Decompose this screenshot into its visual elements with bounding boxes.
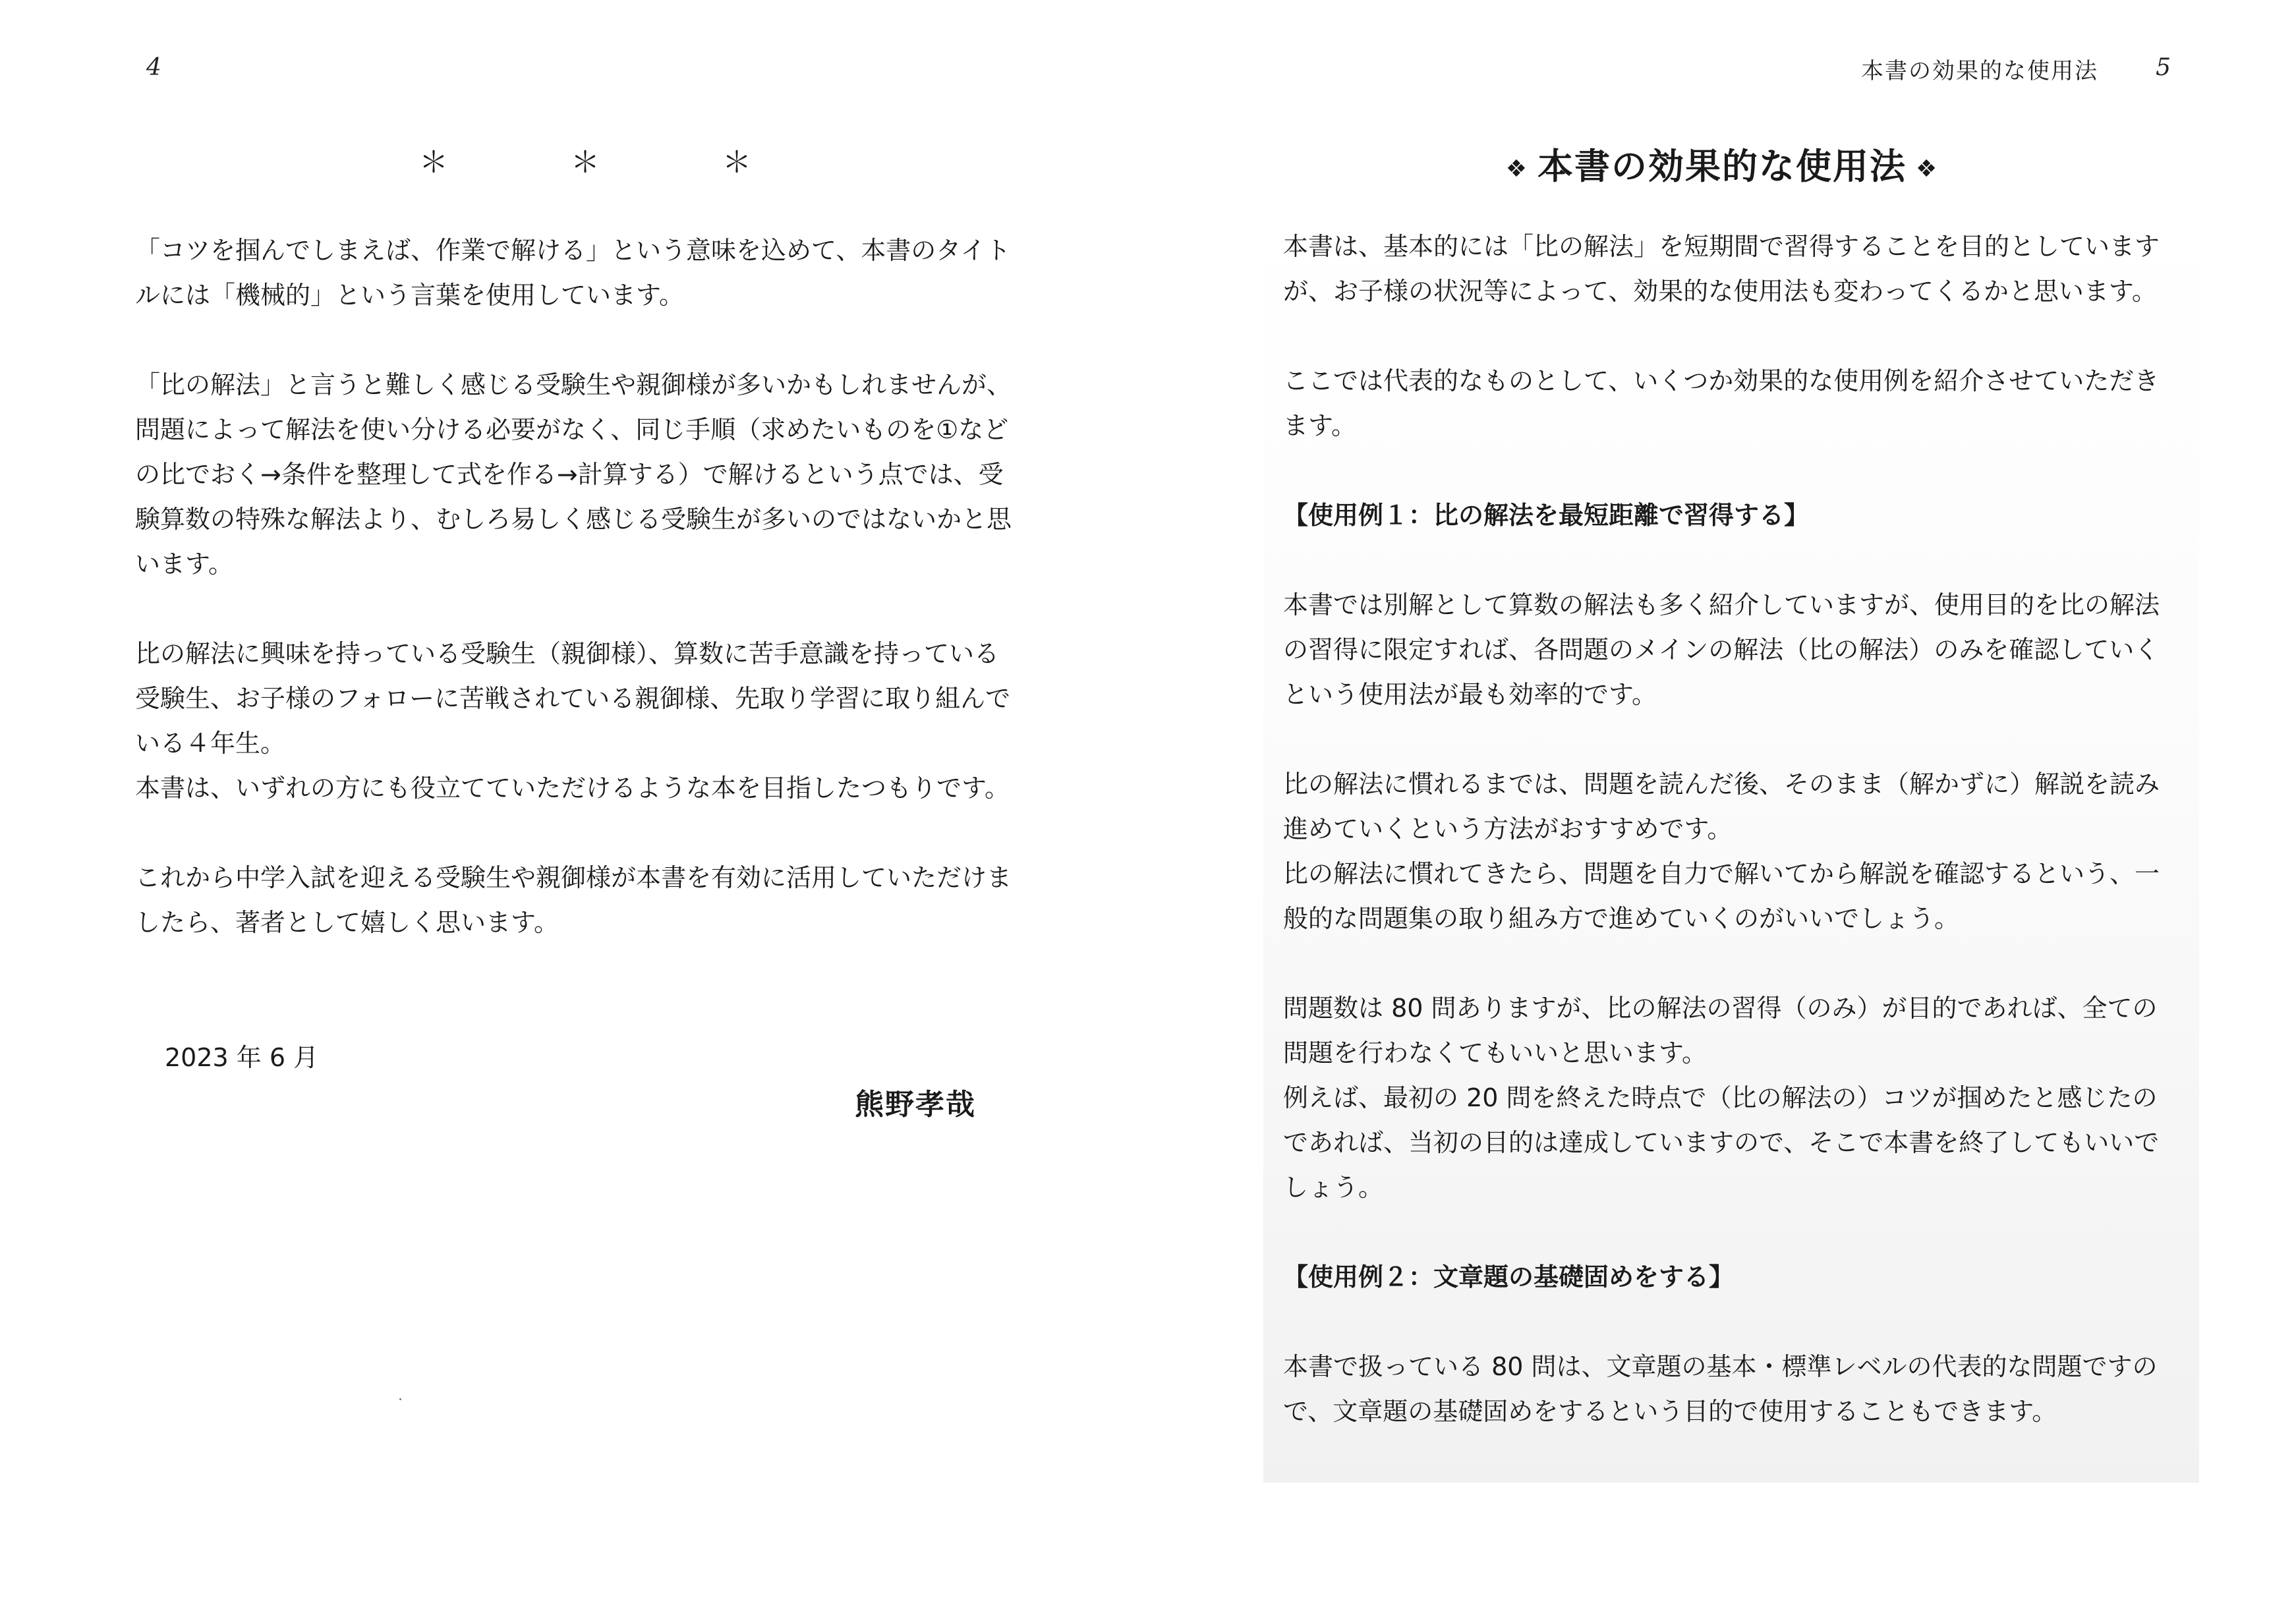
text-line: 問題によって解法を使い分ける必要がなく、同じ手順（求めたいものを①など bbox=[135, 415, 1009, 444]
text-line: 受験生、お子様のフォローに苦戦されている親御様、先取り学習に取り組んで bbox=[135, 684, 1011, 713]
usage-example-heading: 【使用例１：比の解法を最短距離で習得する】 bbox=[1283, 501, 1810, 530]
text-line: という使用法が最も効率的です。 bbox=[1283, 680, 1657, 709]
date: 2023 年 6 月 bbox=[165, 1043, 319, 1072]
text-line: の習得に限定すれば、各問題のメインの解法（比の解法）のみを確認していく bbox=[1283, 635, 2160, 664]
section-title bbox=[1148, 138, 2296, 189]
diamond-ornament-icon: ❖ bbox=[1505, 155, 1528, 183]
left-body-text bbox=[135, 228, 1045, 945]
text-line: が、お子様の状況等によって、効果的な使用法も変わってくるかと思います。 bbox=[1283, 277, 2157, 306]
right-page-number: 5 bbox=[2156, 54, 2171, 81]
speck bbox=[399, 1398, 401, 1400]
text-line: 比の解法に興味を持っている受験生（親御様）、算数に苦手意識を持っている bbox=[135, 639, 1000, 668]
asterisk: ＊ bbox=[571, 146, 600, 179]
section-title-text: 本書の効果的な使用法 bbox=[1537, 146, 1907, 187]
running-header: 本書の効果的な使用法 bbox=[1861, 58, 2098, 84]
text-line: で、文章題の基礎固めをするという目的で使用することもできます。 bbox=[1283, 1397, 2057, 1426]
text-line: 比の解法に慣れてきたら、問題を自力で解いてから解説を確認するという、一 bbox=[1283, 859, 2160, 888]
left-page-number: 4 bbox=[146, 54, 161, 81]
diamond-ornament-icon: ❖ bbox=[1916, 155, 1939, 183]
text-line: 般的な問題集の取り組み方で進めていくのがいいでしょう。 bbox=[1283, 904, 1960, 933]
text-line: ここでは代表的なものとして、いくつか効果的な使用例を紹介させていただき bbox=[1283, 366, 2160, 395]
text-line: ルには「機械的」という言葉を使用しています。 bbox=[135, 281, 684, 310]
text-line: 本書は、基本的には「比の解法」を短期間で習得することを目的としています bbox=[1283, 232, 2160, 261]
text-line: であれば、当初の目的は達成していますので、そこで本書を終了してもいいで bbox=[1283, 1128, 2160, 1157]
text-line: 問題数は 80 問ありますが、比の解法の習得（のみ）が目的であれば、全ての bbox=[1283, 994, 2158, 1023]
text-line: 本書は、いずれの方にも役立てていただけるような本を目指したつもりです。 bbox=[135, 774, 1010, 803]
text-line: 比の解法に慣れるまでは、問題を読んだ後、そのまま（解かずに）解説を読み bbox=[1283, 770, 2160, 799]
text-line: したら、著者として嬉しく思います。 bbox=[135, 908, 559, 937]
text-line: 本書では別解として算数の解法も多く紹介していますが、使用目的を比の解法 bbox=[1283, 590, 2160, 619]
asterisk: ＊ bbox=[722, 146, 751, 179]
usage-example-heading: 【使用例２：文章題の基礎固めをする】 bbox=[1283, 1262, 1735, 1291]
text-line: の比でおく→条件を整理して式を作る→計算する）で解けるという点では、受 bbox=[135, 460, 1004, 489]
text-line: 「コツを掴んでしまえば、作業で解ける」という意味を込めて、本書のタイト bbox=[135, 236, 1011, 265]
text-line: 本書で扱っている 80 問は、文章題の基本・標準レベルの代表的な問題ですの bbox=[1283, 1352, 2158, 1381]
right-page bbox=[1148, 0, 2296, 1617]
text-line: 問題を行わなくてもいいと思います。 bbox=[1283, 1038, 1707, 1067]
text-line: いる４年生。 bbox=[135, 729, 286, 758]
text-line: 「比の解法」と言うと難しく感じる受験生や親御様が多いかもしれませんが、 bbox=[135, 370, 1012, 399]
asterisk: ＊ bbox=[419, 146, 448, 179]
text-line: 進めていくという方法がおすすめです。 bbox=[1283, 814, 1733, 843]
text-line: 例えば、最初の 20 問を終えた時点で（比の解法の）コツが掴めたと感じたの bbox=[1283, 1083, 2158, 1112]
right-body-text bbox=[1283, 224, 2219, 1434]
text-line: ます。 bbox=[1283, 411, 1356, 440]
text-line: これから中学入試を迎える受験生や親御様が本書を有効に活用していただけま bbox=[135, 863, 1012, 892]
text-line: しょう。 bbox=[1283, 1173, 1384, 1202]
text-line: 験算数の特殊な解法より、むしろ易しく感じる受験生が多いのではないかと思 bbox=[135, 505, 1012, 534]
section-break-asterisks bbox=[414, 138, 757, 181]
text-line: います。 bbox=[135, 550, 233, 579]
author-name: 熊野孝哉 bbox=[855, 1088, 976, 1121]
